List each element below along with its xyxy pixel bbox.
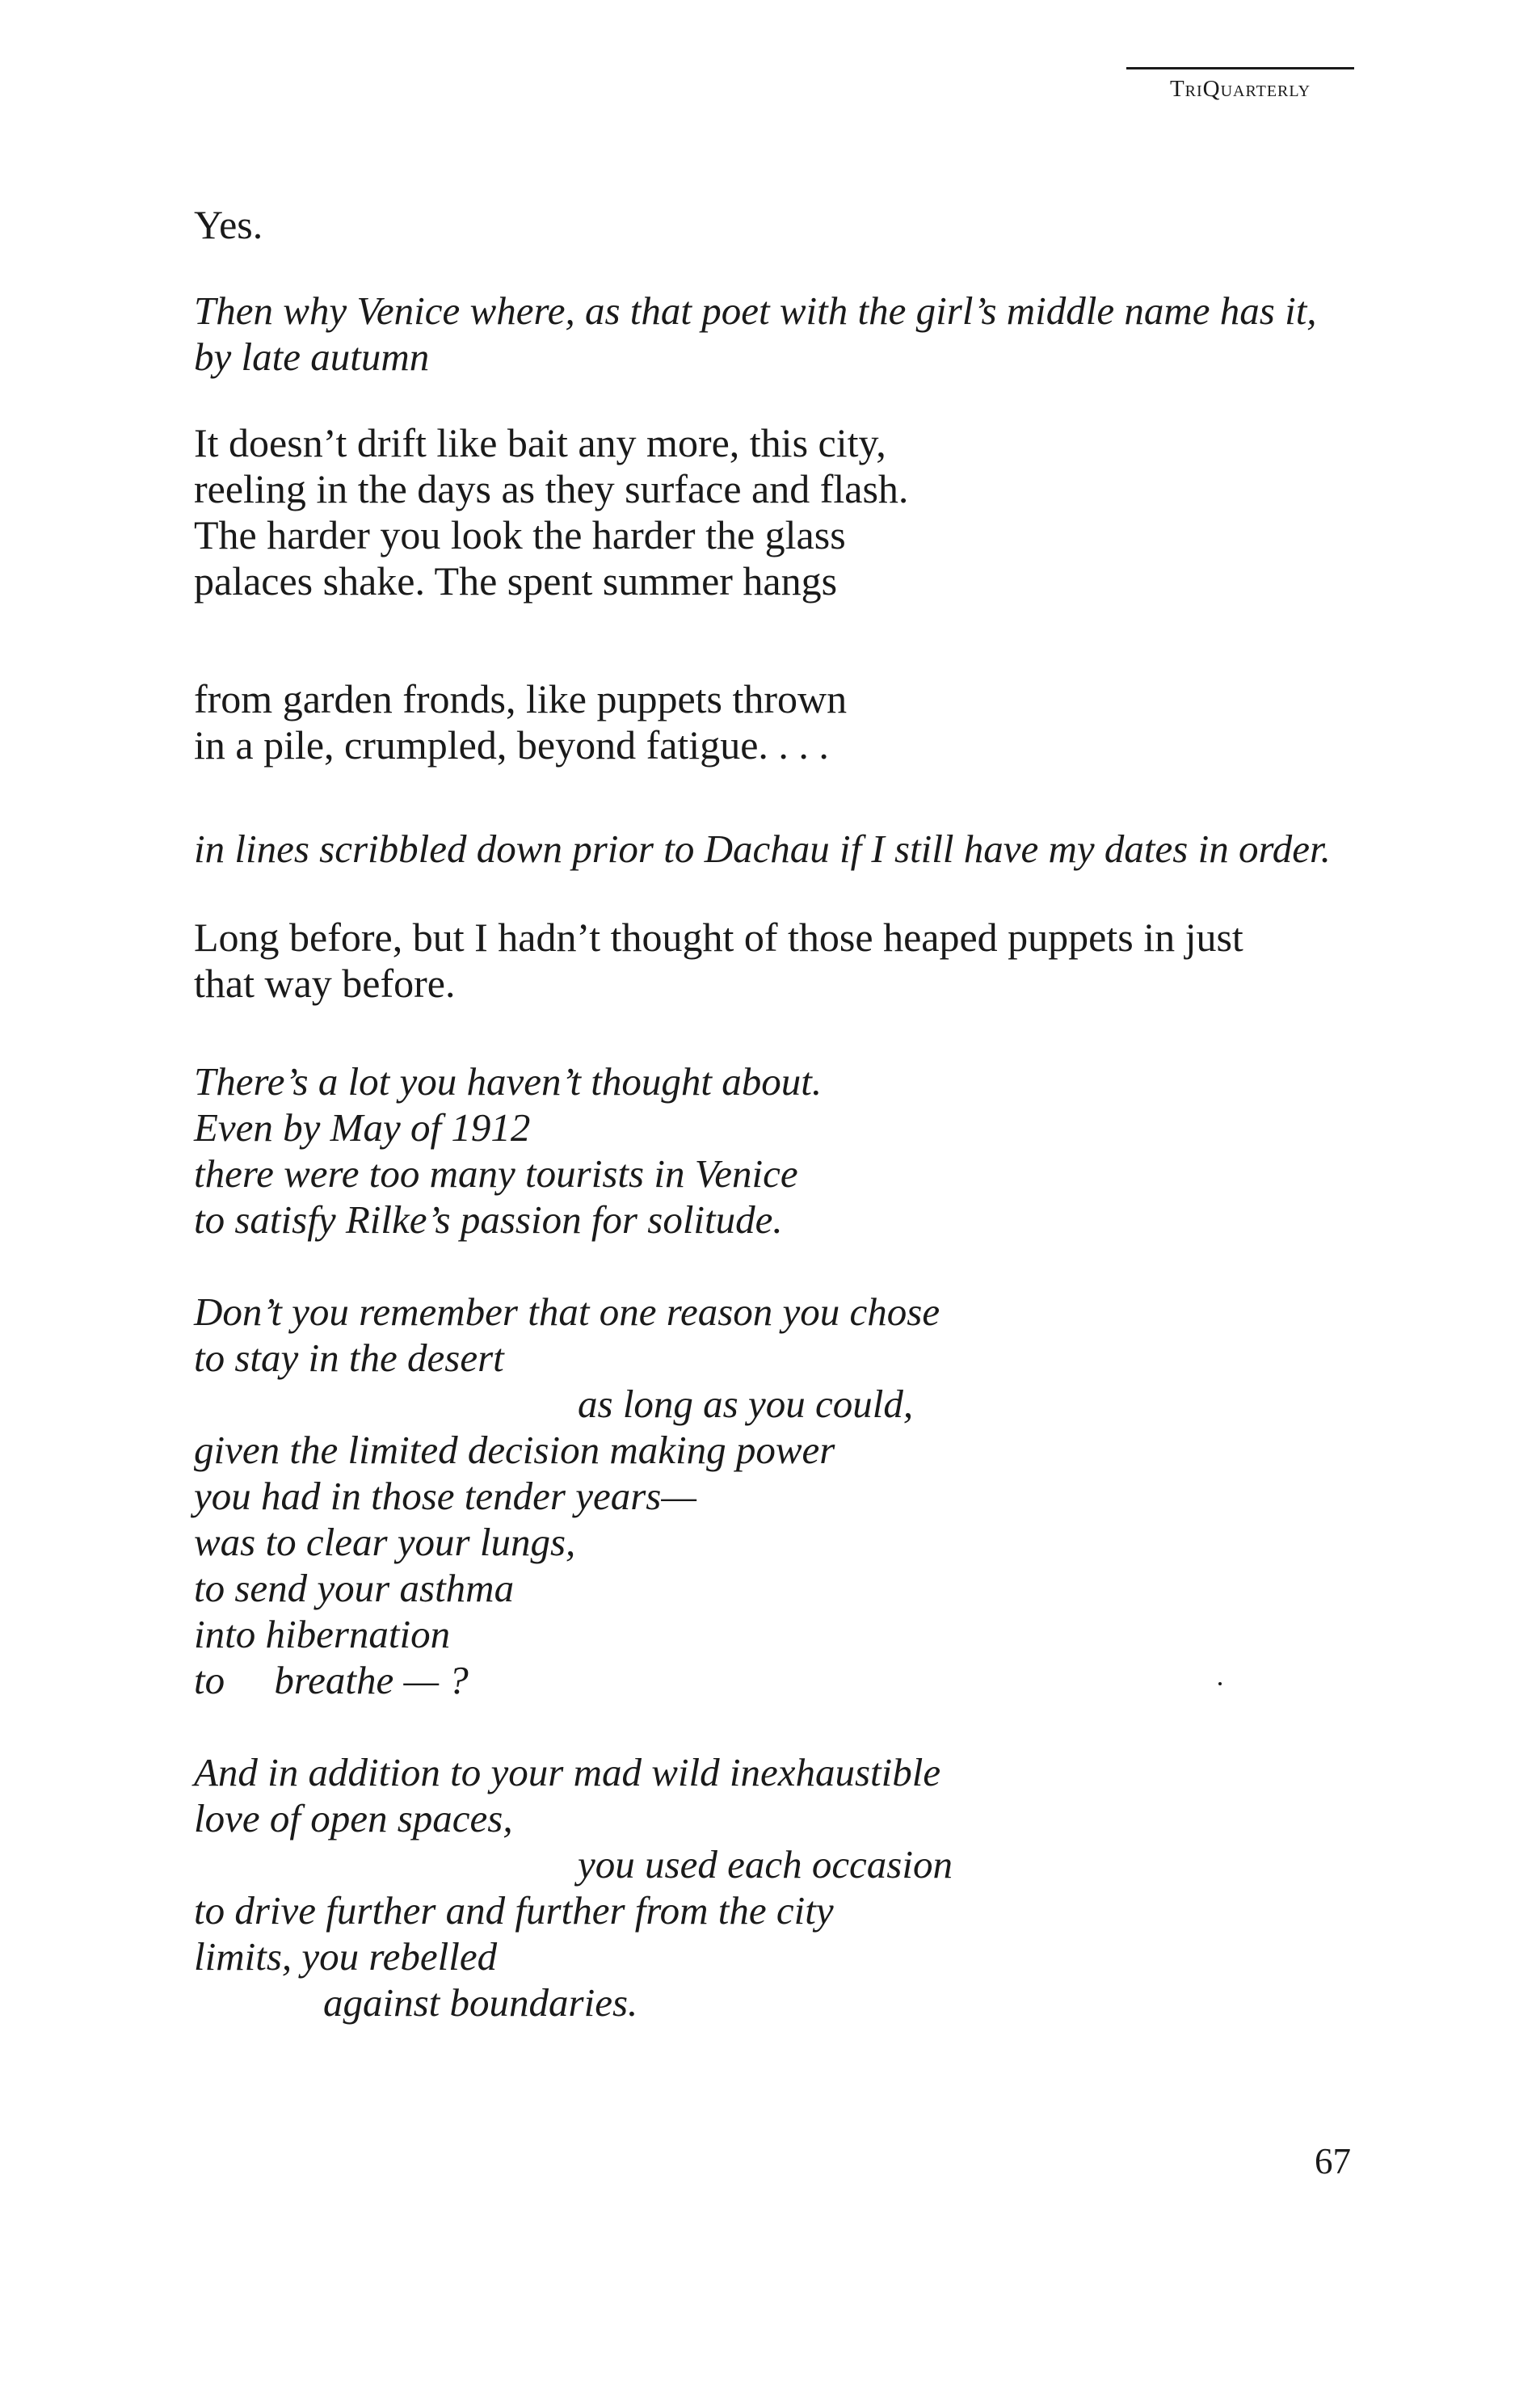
addition-line-1: And in addition to your mad wild inexhaustible bbox=[194, 1750, 941, 1794]
remember-line-3: as long as you could, bbox=[578, 1382, 914, 1426]
lot-line-2: Even by May of 1912 bbox=[194, 1105, 531, 1150]
lot-line-1: There’s a lot you haven’t thought about. bbox=[194, 1059, 823, 1104]
stanza1-line-3: The harder you look the harder the glass bbox=[194, 512, 846, 557]
addition-line-6: against boundaries. bbox=[323, 1980, 638, 2025]
addition-line-4: to drive further and further from the city bbox=[194, 1888, 834, 1933]
remember-line-7: to send your asthma bbox=[194, 1566, 515, 1610]
running-header: TriQuarterly bbox=[1169, 76, 1311, 102]
remember-line-9: to breathe — ? bbox=[194, 1658, 469, 1702]
stanza1-line-1: It doesn’t drift like bait any more, this city, bbox=[194, 420, 886, 465]
stray-dot bbox=[1218, 1682, 1222, 1685]
stanza2-line-2: in a pile, crumpled, beyond fatigue. . . . bbox=[194, 722, 829, 768]
remember-line-4: given the limited decision making power bbox=[194, 1428, 835, 1472]
addition-line-5: limits, you rebelled bbox=[194, 1934, 498, 1979]
long-before-line-2: that way before. bbox=[194, 961, 456, 1006]
question-line-2: by late autumn bbox=[194, 334, 430, 379]
addition-line-2: love of open spaces, bbox=[194, 1796, 513, 1840]
question-line-1: Then why Venice where, as that poet with the girl’s middle name has it, bbox=[194, 288, 1317, 333]
remember-line-1: Don’t you remember that one reason you chose bbox=[194, 1289, 940, 1334]
long-before-line-1: Long before, but I hadn’t thought of those heaped puppets in just bbox=[194, 915, 1243, 960]
addition-line-3: you used each occasion bbox=[578, 1842, 953, 1887]
lot-line-4: to satisfy Rilke’s passion for solitude. bbox=[194, 1197, 783, 1242]
yes-line: Yes. bbox=[194, 202, 263, 247]
stanza1-line-4: palaces shake. The spent summer hangs bbox=[194, 558, 838, 604]
remember-line-5: you had in those tender years— bbox=[194, 1474, 696, 1518]
header-rule bbox=[1126, 67, 1354, 69]
stanza1-line-2: reeling in the days as they surface and flash. bbox=[194, 466, 909, 511]
page-number: 67 bbox=[1315, 2141, 1351, 2181]
remember-line-6: was to clear your lungs, bbox=[194, 1520, 576, 1564]
dachau-line: in lines scribbled down prior to Dachau if I still have my dates in order. bbox=[194, 827, 1331, 871]
remember-line-2: to stay in the desert bbox=[194, 1336, 504, 1380]
remember-line-8: into hibernation bbox=[194, 1612, 451, 1656]
stanza2-line-1: from garden fronds, like puppets thrown bbox=[194, 676, 848, 721]
lot-line-3: there were too many tourists in Venice bbox=[194, 1151, 798, 1196]
